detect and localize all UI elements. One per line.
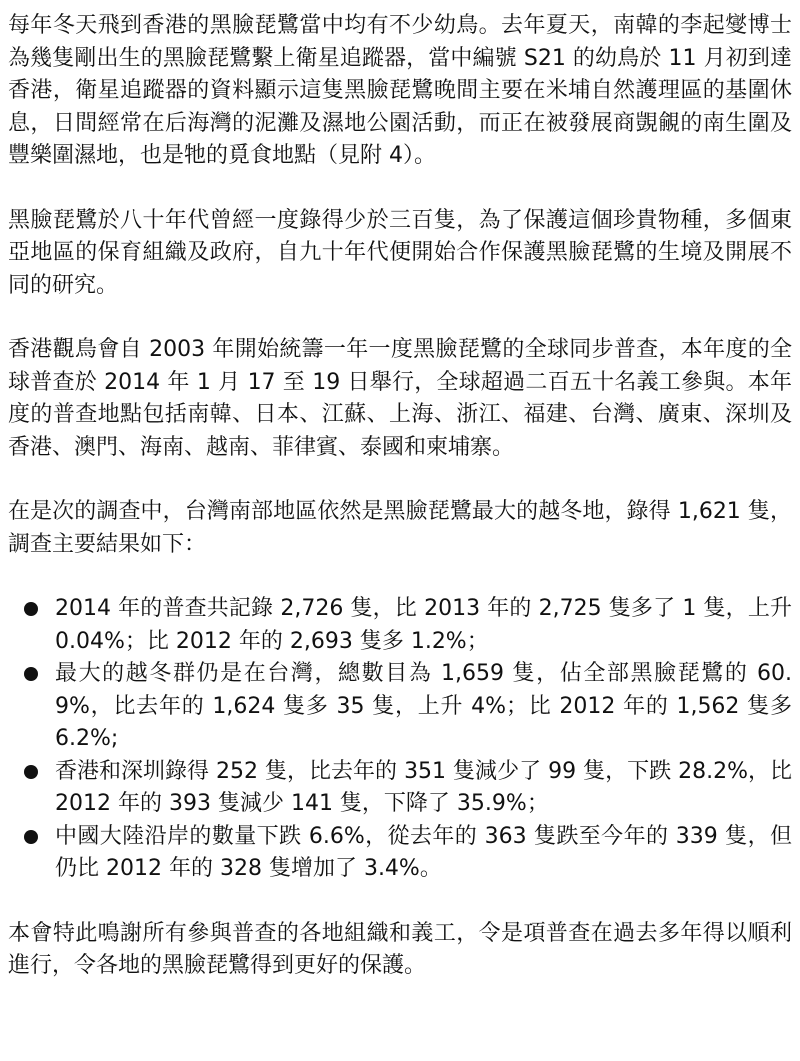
paragraph-survey-results-intro: 在是次的調查中，台灣南部地區依然是黑臉琵鷺最大的越冬地，錄得 1,621 隻，調查主要結果如下： xyxy=(8,499,792,557)
bullet-text: 2014 年的普查共記錄 2,726 隻，比 2013 年的 2,725 隻多了 1 隻，上升 0.04%；比 2012 年的 2,693 隻多 1.2%； xyxy=(55,596,792,654)
paragraph-spacer xyxy=(8,173,792,205)
paragraph-acknowledgement: 本會特此鳴謝所有參與普查的各地組織和義工，令是項普查在過去多年得以順利進行，令各地的黑臉琵鷺得到更好的保護。 xyxy=(8,920,792,978)
bullet-dot-icon xyxy=(24,667,38,681)
bullet-text: 香港和深圳錄得 252 隻，比去年的 351 隻減少了 99 隻，下跌 28.2%，比 2012 年的 393 隻減少 141 隻，下降了 35.9%； xyxy=(55,758,792,816)
paragraph-spacer xyxy=(8,464,792,496)
paragraph-census-overview: 香港觀鳥會自 2003 年開始統籌一年一度黑臉琵鷺的全球同步普查，本年度的全球普查於 2014 年 1 月 17 至 19 日舉行，全球超過二百五十名義工參與。本年度的普查地點包括南韓、日本、江蘇、上海、浙江、福建、台灣、廣東、深圳及香港、澳門、海南、越南、菲律賓、泰國和柬埔寨。 xyxy=(8,337,792,460)
bullet-dot-icon xyxy=(24,765,38,779)
list-item xyxy=(8,821,792,886)
list-item xyxy=(8,756,792,821)
bullet-dot-icon xyxy=(24,830,38,844)
bullet-text: 最大的越冬群仍是在台灣，總數目為 1,659 隻，佔全部黑臉琵鷺的 60.9%，比去年的 1,624 隻多 35 隻，上升 4%；比 2012 年的 1,562 隻多 6.2%; xyxy=(55,661,792,751)
paragraph-conservation-history: 黑臉琵鷺於八十年代曾經一度錄得少於三百隻，為了保護這個珍貴物種，多個東亞地區的保育組織及政府，自九十年代便開始合作保護黑臉琵鷺的生境及開展不同的研究。 xyxy=(8,207,792,298)
bullet-text: 中國大陸沿岸的數量下跌 6.6%，從去年的 363 隻跌至今年的 339 隻，但仍比 2012 年的 328 隻增加了 3.4%。 xyxy=(55,823,792,881)
paragraph-spacer xyxy=(8,561,792,593)
list-item xyxy=(8,658,792,756)
paragraph-spacer xyxy=(8,886,792,918)
paragraph-satellite-tracking: 每年冬天飛到香港的黑臉琵鷺當中均有不少幼鳥。去年夏天，南韓的李起燮博士為幾隻剛出生的黑臉琵鷺繫上衛星追蹤器，當中編號 S21 的幼鳥於 11 月初到達香港，衛星追蹤器的資料顯示這隻黑臉琵鷺晚間主要在米埔自然護理區的基圍休息，日間經常在后海灣的泥灘及濕地公園活動，而正在被發展商覬覦的南生圍及豐樂圍濕地，也是牠的覓食地點（見附 4）。 xyxy=(8,13,792,168)
results-bullet-list xyxy=(8,593,792,886)
document-body xyxy=(8,10,792,983)
list-item xyxy=(8,593,792,658)
bullet-dot-icon xyxy=(24,602,38,616)
paragraph-spacer xyxy=(8,302,792,334)
